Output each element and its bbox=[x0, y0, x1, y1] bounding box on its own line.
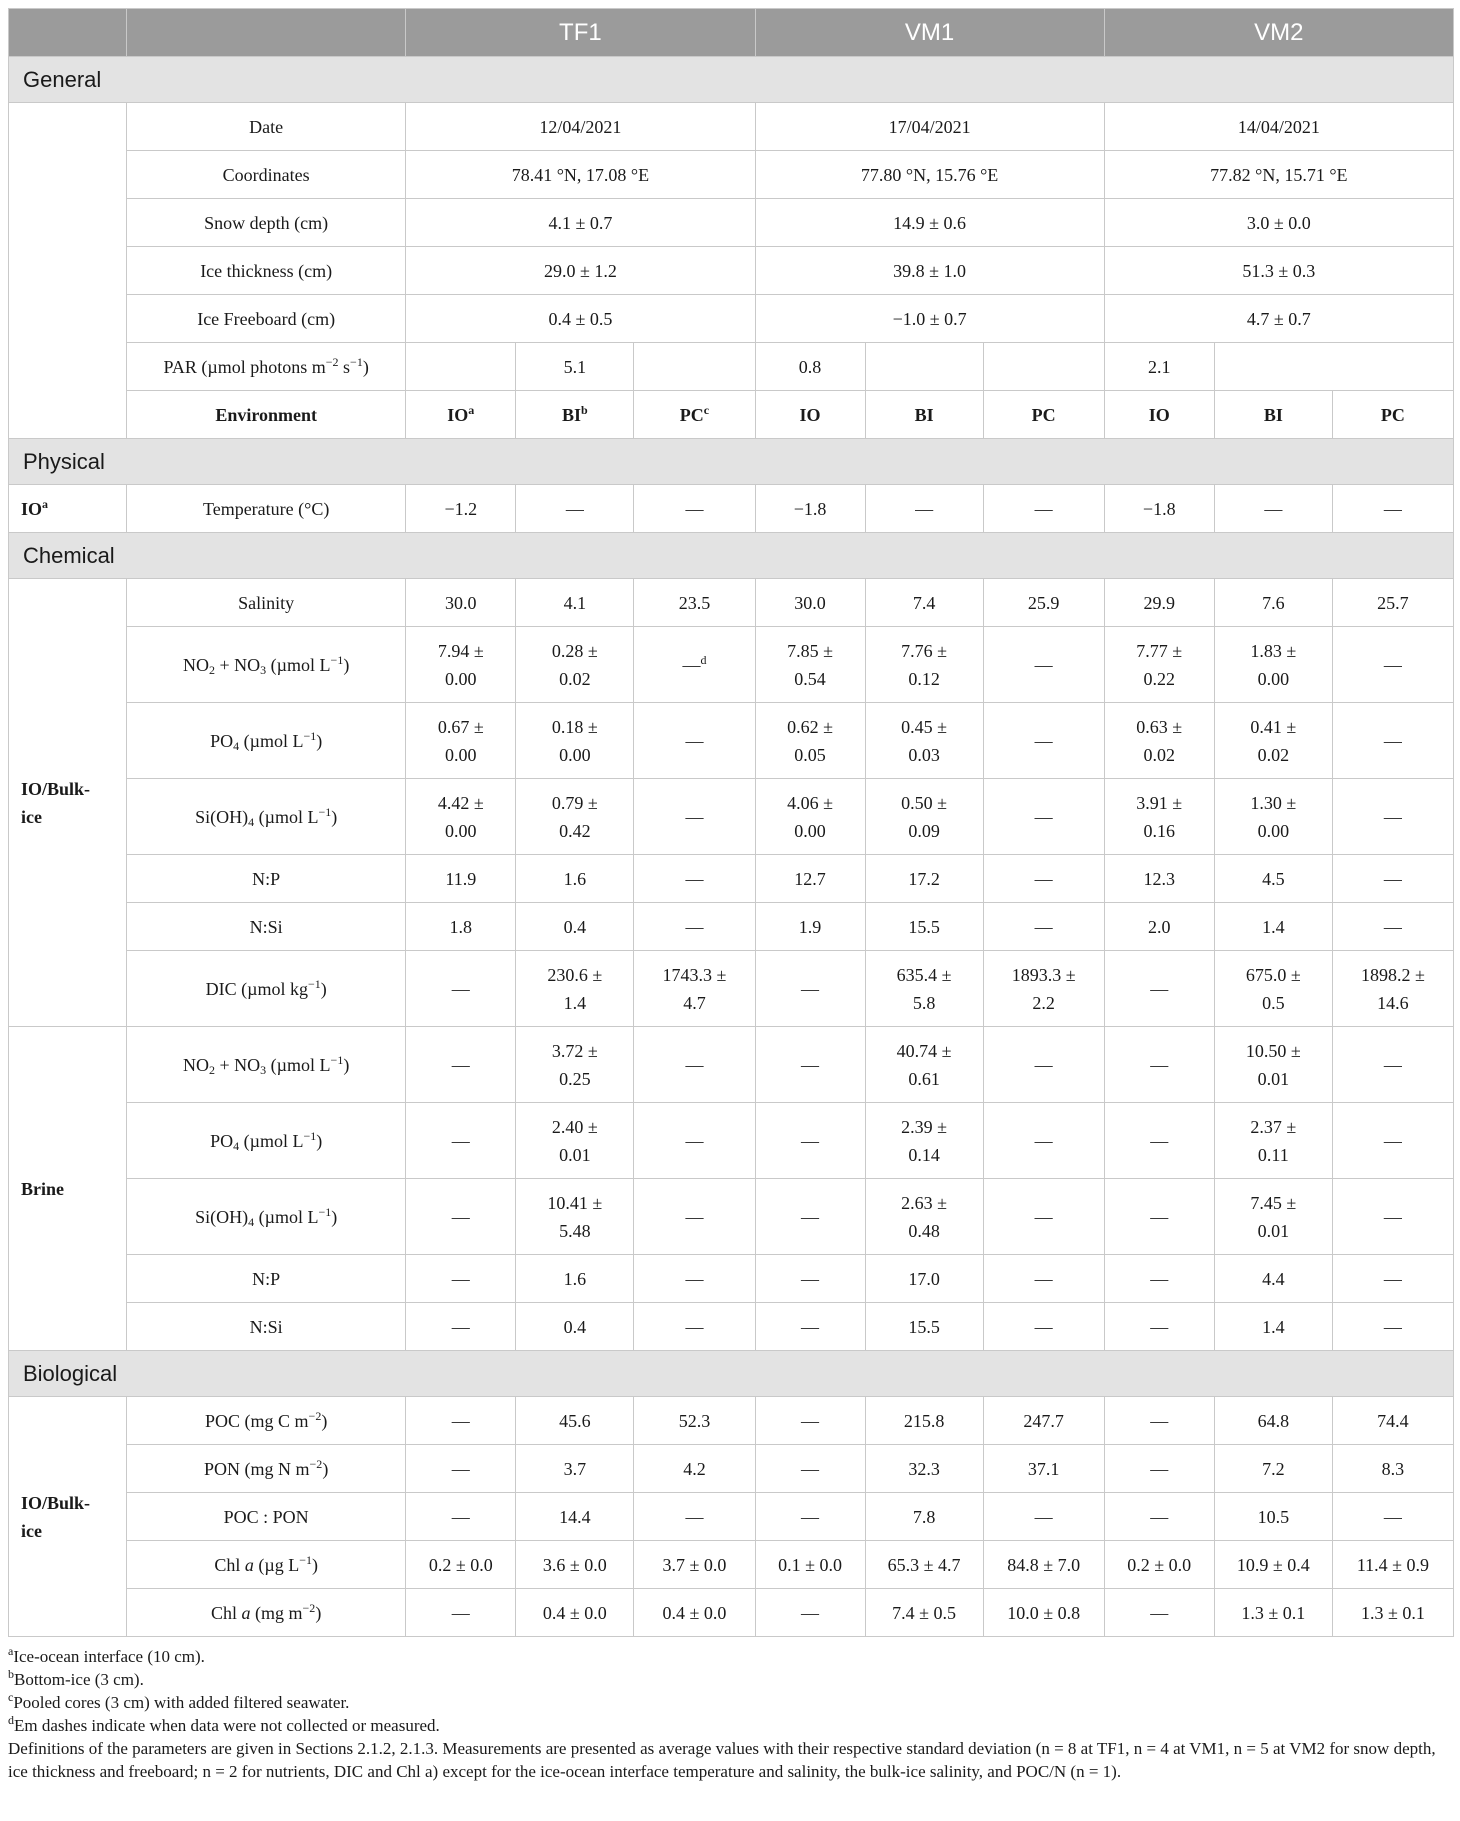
cell: — bbox=[983, 903, 1104, 951]
cell: — bbox=[755, 951, 865, 1027]
header-row bbox=[9, 9, 1454, 57]
cell: 0.79 ± 0.42 bbox=[516, 779, 634, 855]
cell: 2.0 bbox=[1104, 903, 1214, 951]
cell: 77.80 °N, 15.76 °E bbox=[755, 151, 1104, 199]
cell: 0.62 ± 0.05 bbox=[755, 703, 865, 779]
cell: — bbox=[1332, 1027, 1453, 1103]
table-row bbox=[9, 199, 1454, 247]
table-row bbox=[9, 1179, 1454, 1255]
header-site: VM2 bbox=[1104, 9, 1453, 57]
cell: — bbox=[865, 485, 983, 533]
cell: 247.7 bbox=[983, 1397, 1104, 1445]
cell: 1.3 ± 0.1 bbox=[1214, 1589, 1332, 1637]
table-row bbox=[9, 247, 1454, 295]
row-label: DIC (µmol $kg^{-1}$) bbox=[127, 951, 406, 1027]
cell: — bbox=[634, 903, 755, 951]
cell: 7.85 ± 0.54 bbox=[755, 627, 865, 703]
cell: — bbox=[1332, 703, 1453, 779]
env-cell: PC bbox=[1332, 391, 1453, 439]
table-row bbox=[9, 1445, 1454, 1493]
cell: 52.3 bbox=[634, 1397, 755, 1445]
section-row-general bbox=[9, 57, 1454, 103]
cell: 10.50 ± 0.01 bbox=[1214, 1027, 1332, 1103]
cell: 3.0 ± 0.0 bbox=[1104, 199, 1453, 247]
cell: 1.9 bbox=[755, 903, 865, 951]
cell: — bbox=[634, 855, 755, 903]
table-wrapper bbox=[8, 8, 1454, 1783]
cell: 77.82 °N, 15.71 °E bbox=[1104, 151, 1453, 199]
row-label: $Si(OH)_4$ (µmol $L^{-1}$) bbox=[127, 1179, 406, 1255]
cell: — bbox=[983, 1493, 1104, 1541]
cell: — bbox=[755, 1397, 865, 1445]
cell: 3.72 ± 0.25 bbox=[516, 1027, 634, 1103]
env-cell: BI bbox=[865, 391, 983, 439]
env-cell: $PC^c$ bbox=[634, 391, 755, 439]
cell: 0.4 ± 0.0 bbox=[634, 1589, 755, 1637]
cell: 7.2 bbox=[1214, 1445, 1332, 1493]
cell: 7.4 ± 0.5 bbox=[865, 1589, 983, 1637]
env-cell: $IO^a$ bbox=[406, 391, 516, 439]
table-row bbox=[9, 343, 1454, 391]
cell: 17.2 bbox=[865, 855, 983, 903]
cell: 7.8 bbox=[865, 1493, 983, 1541]
cell: 0.1 ± 0.0 bbox=[755, 1541, 865, 1589]
cell-empty bbox=[634, 343, 755, 391]
row-label: $PO_4$ (µmol $L^{-1}$) bbox=[127, 703, 406, 779]
cell: — bbox=[634, 1027, 755, 1103]
cell: 10.9 ± 0.4 bbox=[1214, 1541, 1332, 1589]
cell-empty bbox=[983, 343, 1104, 391]
cell: 0.4 ± 0.0 bbox=[516, 1589, 634, 1637]
table-row bbox=[9, 1589, 1454, 1637]
cell: — bbox=[1214, 485, 1332, 533]
row-label: POC (mg C $m^{-2}$) bbox=[127, 1397, 406, 1445]
cell: — bbox=[755, 1589, 865, 1637]
row-label: N:Si bbox=[127, 1303, 406, 1351]
cell: — bbox=[755, 1303, 865, 1351]
cell: — bbox=[406, 1493, 516, 1541]
cell: −1.0 ± 0.7 bbox=[755, 295, 1104, 343]
cell: — bbox=[755, 1027, 865, 1103]
cell: 215.8 bbox=[865, 1397, 983, 1445]
cell: 4.2 bbox=[634, 1445, 755, 1493]
cell: 17.0 bbox=[865, 1255, 983, 1303]
cell: — bbox=[1332, 1179, 1453, 1255]
table-row bbox=[9, 1397, 1454, 1445]
cell: — bbox=[983, 779, 1104, 855]
cell: — bbox=[1104, 1303, 1214, 1351]
cell: —$^d$ bbox=[634, 627, 755, 703]
row-label: Snow depth (cm) bbox=[127, 199, 406, 247]
row-label: Temperature (°C) bbox=[127, 485, 406, 533]
footnote: $^a$Ice-ocean interface (10 cm). bbox=[8, 1644, 205, 1666]
cell: — bbox=[1332, 779, 1453, 855]
cell: 78.41 °N, 17.08 °E bbox=[406, 151, 755, 199]
cell: −1.8 bbox=[1104, 485, 1214, 533]
cell: 39.8 ± 1.0 bbox=[755, 247, 1104, 295]
env-cell: BI bbox=[1214, 391, 1332, 439]
table-row bbox=[9, 1103, 1454, 1179]
cell: 230.6 ± 1.4 bbox=[516, 951, 634, 1027]
cell: 29.9 bbox=[1104, 579, 1214, 627]
cell: — bbox=[406, 1255, 516, 1303]
cell: 84.8 ± 7.0 bbox=[983, 1541, 1104, 1589]
cell: 10.5 bbox=[1214, 1493, 1332, 1541]
cell: 1898.2 ± 14.6 bbox=[1332, 951, 1453, 1027]
cell: 4.42 ± 0.00 bbox=[406, 779, 516, 855]
cell: −1.8 bbox=[755, 485, 865, 533]
cell: 1.4 bbox=[1214, 1303, 1332, 1351]
group-label: IO/Bulk- ice bbox=[9, 1397, 127, 1637]
cell-empty bbox=[406, 343, 516, 391]
cell: — bbox=[1104, 1493, 1214, 1541]
section-row-chemical bbox=[9, 533, 1454, 579]
cell: — bbox=[1332, 1103, 1453, 1179]
cell: — bbox=[983, 1179, 1104, 1255]
data-table bbox=[8, 8, 1454, 1637]
cell: 3.7 ± 0.0 bbox=[634, 1541, 755, 1589]
cell: 675.0 ± 0.5 bbox=[1214, 951, 1332, 1027]
cell: — bbox=[406, 1445, 516, 1493]
row-label: Ice Freeboard (cm) bbox=[127, 295, 406, 343]
table-row bbox=[9, 1255, 1454, 1303]
table-row bbox=[9, 703, 1454, 779]
cell: 30.0 bbox=[406, 579, 516, 627]
cell: — bbox=[1104, 1179, 1214, 1255]
table-row bbox=[9, 779, 1454, 855]
cell: — bbox=[634, 1303, 755, 1351]
cell: 17/04/2021 bbox=[755, 103, 1104, 151]
cell: 12.7 bbox=[755, 855, 865, 903]
cell: — bbox=[755, 1179, 865, 1255]
cell: 3.7 bbox=[516, 1445, 634, 1493]
table-row bbox=[9, 855, 1454, 903]
cell: — bbox=[634, 1103, 755, 1179]
cell: 7.76 ± 0.12 bbox=[865, 627, 983, 703]
cell: — bbox=[983, 1255, 1104, 1303]
cell: 11.9 bbox=[406, 855, 516, 903]
table-row bbox=[9, 627, 1454, 703]
cell: 635.4 ± 5.8 bbox=[865, 951, 983, 1027]
env-cell: IO bbox=[1104, 391, 1214, 439]
cell: — bbox=[634, 1255, 755, 1303]
row-label: N:Si bbox=[127, 903, 406, 951]
cell: 4.1 bbox=[516, 579, 634, 627]
table-row bbox=[9, 951, 1454, 1027]
section-title: Physical bbox=[9, 439, 1454, 485]
footnote: $^c$Pooled cores (3 cm) with added filtered seawater. bbox=[8, 1690, 350, 1712]
row-label: Salinity bbox=[127, 579, 406, 627]
section-row-biological bbox=[9, 1351, 1454, 1397]
cell: 1.6 bbox=[516, 855, 634, 903]
cell: — bbox=[1332, 485, 1453, 533]
header-blank bbox=[9, 9, 127, 57]
cell: 4.7 ± 0.7 bbox=[1104, 295, 1453, 343]
cell: 4.06 ± 0.00 bbox=[755, 779, 865, 855]
cell: 2.39 ± 0.14 bbox=[865, 1103, 983, 1179]
cell: — bbox=[1104, 1589, 1214, 1637]
cell: — bbox=[1332, 1493, 1453, 1541]
cell: 74.4 bbox=[1332, 1397, 1453, 1445]
cell: 0.63 ± 0.02 bbox=[1104, 703, 1214, 779]
cell: 7.6 bbox=[1214, 579, 1332, 627]
cell: — bbox=[1104, 1445, 1214, 1493]
cell: — bbox=[406, 1027, 516, 1103]
row-label: Ice thickness (cm) bbox=[127, 247, 406, 295]
header-site: TF1 bbox=[406, 9, 755, 57]
cell: — bbox=[1104, 1255, 1214, 1303]
cell: 30.0 bbox=[755, 579, 865, 627]
cell-empty bbox=[1214, 343, 1453, 391]
env-cell: $BI^b$ bbox=[516, 391, 634, 439]
table-row bbox=[9, 1541, 1454, 1589]
cell: — bbox=[634, 779, 755, 855]
cell: 10.0 ± 0.8 bbox=[983, 1589, 1104, 1637]
cell: 45.6 bbox=[516, 1397, 634, 1445]
cell: 4.1 ± 0.7 bbox=[406, 199, 755, 247]
cell: 0.50 ± 0.09 bbox=[865, 779, 983, 855]
section-title: General bbox=[9, 57, 1454, 103]
cell: — bbox=[755, 1255, 865, 1303]
section-title: Biological bbox=[9, 1351, 1454, 1397]
cell: 37.1 bbox=[983, 1445, 1104, 1493]
cell: — bbox=[983, 1027, 1104, 1103]
cell: 0.4 bbox=[516, 1303, 634, 1351]
cell: — bbox=[634, 485, 755, 533]
row-label: $NO_2 + NO_3$ (µmol $L^{-1}$) bbox=[127, 1027, 406, 1103]
table-row bbox=[9, 1493, 1454, 1541]
footnote: $^b$Bottom-ice (3 cm). bbox=[8, 1667, 144, 1689]
cell: 0.4 ± 0.5 bbox=[406, 295, 755, 343]
cell: 2.1 bbox=[1104, 343, 1214, 391]
env-cell: IO bbox=[755, 391, 865, 439]
cell: 11.4 ± 0.9 bbox=[1332, 1541, 1453, 1589]
row-label: N:P bbox=[127, 1255, 406, 1303]
cell: 1.83 ± 0.00 bbox=[1214, 627, 1332, 703]
cell: 1.3 ± 0.1 bbox=[1332, 1589, 1453, 1637]
cell: 2.37 ± 0.11 bbox=[1214, 1103, 1332, 1179]
cell: 25.9 bbox=[983, 579, 1104, 627]
cell: 0.45 ± 0.03 bbox=[865, 703, 983, 779]
cell: 15.5 bbox=[865, 903, 983, 951]
cell: 40.74 ± 0.61 bbox=[865, 1027, 983, 1103]
cell-empty bbox=[865, 343, 983, 391]
cell: — bbox=[983, 1303, 1104, 1351]
header-blank bbox=[127, 9, 406, 57]
cell: 12.3 bbox=[1104, 855, 1214, 903]
cell: 7.94 ± 0.00 bbox=[406, 627, 516, 703]
cell: 65.3 ± 4.7 bbox=[865, 1541, 983, 1589]
cell: — bbox=[1104, 951, 1214, 1027]
row-label: $Si(OH)_4$ (µmol $L^{-1}$) bbox=[127, 779, 406, 855]
group-label: IO/Bulk- ice bbox=[9, 579, 127, 1027]
cell: 1.4 bbox=[1214, 903, 1332, 951]
row-label: Chl a (µg $L^{-1}$) bbox=[127, 1541, 406, 1589]
group-label: Brine bbox=[9, 1027, 127, 1351]
cell: — bbox=[406, 951, 516, 1027]
cell: 0.28 ± 0.02 bbox=[516, 627, 634, 703]
table-row bbox=[9, 579, 1454, 627]
cell: 0.41 ± 0.02 bbox=[1214, 703, 1332, 779]
cell: 1893.3 ± 2.2 bbox=[983, 951, 1104, 1027]
cell: 14.4 bbox=[516, 1493, 634, 1541]
row-label: $PO_4$ (µmol $L^{-1}$) bbox=[127, 1103, 406, 1179]
group-cell-blank bbox=[9, 103, 127, 439]
cell: — bbox=[1104, 1103, 1214, 1179]
cell: — bbox=[1332, 1303, 1453, 1351]
table-row bbox=[9, 1303, 1454, 1351]
cell: 32.3 bbox=[865, 1445, 983, 1493]
cell: 0.8 bbox=[755, 343, 865, 391]
cell: 1743.3 ± 4.7 bbox=[634, 951, 755, 1027]
row-label: PON (mg N $m^{-2}$) bbox=[127, 1445, 406, 1493]
header-site: VM1 bbox=[755, 9, 1104, 57]
cell: 0.4 bbox=[516, 903, 634, 951]
cell: 51.3 ± 0.3 bbox=[1104, 247, 1453, 295]
cell: 14/04/2021 bbox=[1104, 103, 1453, 151]
cell: 1.8 bbox=[406, 903, 516, 951]
cell: 0.2 ± 0.0 bbox=[1104, 1541, 1214, 1589]
cell: 2.40 ± 0.01 bbox=[516, 1103, 634, 1179]
cell: — bbox=[1104, 1027, 1214, 1103]
cell: 15.5 bbox=[865, 1303, 983, 1351]
cell: 0.67 ± 0.00 bbox=[406, 703, 516, 779]
cell: 3.91 ± 0.16 bbox=[1104, 779, 1214, 855]
cell: 1.6 bbox=[516, 1255, 634, 1303]
cell: −1.2 bbox=[406, 485, 516, 533]
cell: — bbox=[983, 627, 1104, 703]
cell: — bbox=[983, 855, 1104, 903]
cell: — bbox=[983, 485, 1104, 533]
cell: 4.4 bbox=[1214, 1255, 1332, 1303]
cell: 1.30 ± 0.00 bbox=[1214, 779, 1332, 855]
row-label: POC : PON bbox=[127, 1493, 406, 1541]
row-label: $NO_2 + NO_3$ (µmol $L^{-1}$) bbox=[127, 627, 406, 703]
table-row bbox=[9, 151, 1454, 199]
cell: 7.45 ± 0.01 bbox=[1214, 1179, 1332, 1255]
cell: 29.0 ± 1.2 bbox=[406, 247, 755, 295]
table-row bbox=[9, 103, 1454, 151]
cell: 12/04/2021 bbox=[406, 103, 755, 151]
row-label: PAR (µmol photons $m^{-2}$ $s^{-1}$) bbox=[127, 343, 406, 391]
cell: — bbox=[406, 1103, 516, 1179]
cell: — bbox=[406, 1303, 516, 1351]
table-row bbox=[9, 295, 1454, 343]
cell: — bbox=[983, 1103, 1104, 1179]
table-row bbox=[9, 1027, 1454, 1103]
cell: — bbox=[755, 1103, 865, 1179]
cell: 4.5 bbox=[1214, 855, 1332, 903]
env-cell: PC bbox=[983, 391, 1104, 439]
cell: — bbox=[1104, 1397, 1214, 1445]
cell: 23.5 bbox=[634, 579, 755, 627]
cell: 25.7 bbox=[1332, 579, 1453, 627]
cell: — bbox=[406, 1589, 516, 1637]
row-label: Date bbox=[127, 103, 406, 151]
footnotes bbox=[8, 1645, 1454, 1783]
group-label: $IO^a$ bbox=[9, 485, 127, 533]
cell: 14.9 ± 0.6 bbox=[755, 199, 1104, 247]
row-label: N:P bbox=[127, 855, 406, 903]
cell: 7.4 bbox=[865, 579, 983, 627]
cell: 2.63 ± 0.48 bbox=[865, 1179, 983, 1255]
row-label: Chl a (mg $m^{-2}$) bbox=[127, 1589, 406, 1637]
cell: — bbox=[1332, 627, 1453, 703]
cell: 10.41 ± 5.48 bbox=[516, 1179, 634, 1255]
cell: — bbox=[516, 485, 634, 533]
cell: — bbox=[634, 1179, 755, 1255]
cell: — bbox=[406, 1179, 516, 1255]
row-label: Environment bbox=[127, 391, 406, 439]
cell: 3.6 ± 0.0 bbox=[516, 1541, 634, 1589]
cell: — bbox=[1332, 1255, 1453, 1303]
cell: — bbox=[634, 1493, 755, 1541]
cell: — bbox=[634, 703, 755, 779]
definitions-note: Definitions of the parameters are given in Sections 2.1.2, 2.1.3. Measurements are presented as average values with their respective standard deviation (n = 8 at TF1, n = 4 at VM1, n = 5 at VM2 for snow depth, ice thickness and freeboard; n = 2 for nutrients, DIC and Chl a) except for the ice-ocean interface temperature and salinity, the bulk-ice salinity, and POC/N (n = 1). bbox=[8, 1739, 1436, 1781]
cell: — bbox=[406, 1397, 516, 1445]
cell: — bbox=[1332, 855, 1453, 903]
footnote: $^d$Em dashes indicate when data were not collected or measured. bbox=[8, 1713, 440, 1735]
cell: — bbox=[1332, 903, 1453, 951]
cell: 7.77 ± 0.22 bbox=[1104, 627, 1214, 703]
cell: — bbox=[983, 703, 1104, 779]
cell: — bbox=[755, 1493, 865, 1541]
table-row bbox=[9, 903, 1454, 951]
table-row bbox=[9, 391, 1454, 439]
cell: 0.18 ± 0.00 bbox=[516, 703, 634, 779]
cell: 64.8 bbox=[1214, 1397, 1332, 1445]
cell: 8.3 bbox=[1332, 1445, 1453, 1493]
table-row bbox=[9, 485, 1454, 533]
section-row-physical bbox=[9, 439, 1454, 485]
cell: 5.1 bbox=[516, 343, 634, 391]
cell: — bbox=[755, 1445, 865, 1493]
section-title: Chemical bbox=[9, 533, 1454, 579]
cell: 0.2 ± 0.0 bbox=[406, 1541, 516, 1589]
row-label: Coordinates bbox=[127, 151, 406, 199]
